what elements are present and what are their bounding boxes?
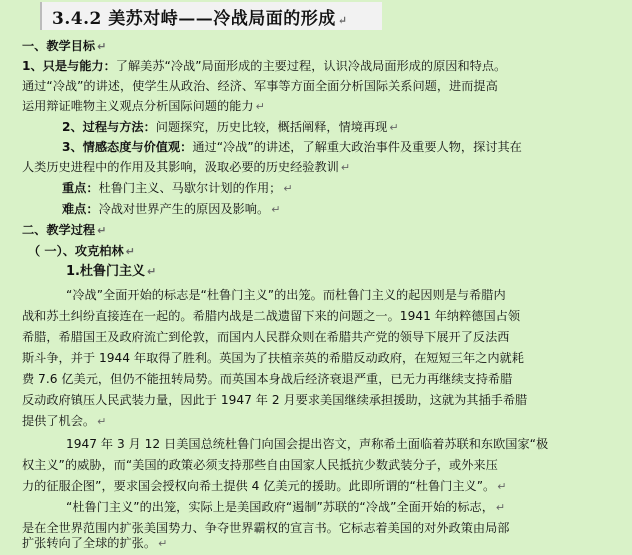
paragraph-mark-icon: ↵: [283, 182, 293, 195]
line-text: 是在全世界范围内扩张美国势力、争夺世界霸权的宣言书。它标志着美国的对外政策由局部: [22, 521, 510, 535]
heading-text: 二、教学过程: [22, 223, 96, 237]
objective-label: 3、情感态度与价值观：: [62, 140, 193, 154]
paragraph-mark-icon: ↵: [158, 537, 168, 550]
paragraph-line: [22, 369, 512, 390]
section-heading-objectives: [22, 36, 106, 58]
line-text: 力的征服企图”，要求国会授权向希土提供 4 亿美元的援助。此即所谓的“杜鲁门主义”。: [22, 479, 496, 493]
paragraph-mark-icon: ↵: [271, 203, 281, 216]
paragraph-line: [22, 306, 520, 327]
line-text: 希腊，希腊国王及政府流亡到伦敦，而国内人民群众则在希腊共产党的领导下展开了反法西: [22, 330, 510, 344]
line-text: 反动政府镇压人民武装力量，因此于 1947 年 2 月要求美国继续承担援助，这就为其插手希腊: [22, 393, 528, 407]
paragraph-mark-icon: ↵: [125, 245, 135, 258]
paragraph-mark-icon: ↵: [146, 265, 157, 278]
paragraph-mark-icon: ↵: [255, 100, 265, 113]
key-point: [62, 178, 293, 200]
line-text: “杜鲁门主义”的出笼，实际上是美国政府“遏制”苏联的“冷战”全面开始的标志，: [66, 500, 494, 514]
subsection-heading: [28, 241, 135, 263]
paragraph-mark-icon: ↵: [389, 121, 399, 134]
paragraph-line: [22, 348, 524, 369]
line-text: 战和苏土纠纷直接连在一起的。希腊内战是二战遗留下来的问题之一。1941 年纳粹德国占领: [22, 309, 521, 323]
line-text: 提供了机会。: [22, 414, 96, 428]
objective-process: [62, 117, 399, 139]
paragraph-line: [22, 411, 106, 433]
paragraph-mark-icon: ↵: [97, 415, 107, 428]
document-title: [52, 4, 347, 29]
line-text: 运用辩证唯物主义观点分析国际问题的能力: [22, 99, 254, 113]
text-line: [22, 157, 350, 179]
objective-text: 通过“冷战”的讲述，了解重大政治事件及重要人物，探讨其在: [192, 140, 522, 154]
paragraph-mark-icon: ↵: [97, 40, 107, 53]
difficulty-point: [62, 199, 280, 221]
line-text: 斯斗争，并于 1944 年取得了胜利。英国为了扶植亲英的希腊反动政府，在短短三年之内就耗: [22, 351, 524, 365]
objective-text: 问题探究，历史比较，概括阐释，情境再现: [155, 120, 388, 134]
objective-label: 2、过程与方法：: [62, 120, 156, 134]
text-line: [22, 76, 498, 97]
item-heading-text: 1.杜鲁门主义: [66, 264, 145, 279]
section-heading-process: [22, 220, 106, 242]
item-heading-truman: [66, 262, 156, 283]
paragraph-mark-icon: ↵: [97, 224, 107, 237]
paragraph-line: [22, 455, 498, 476]
heading-text: 一、教学目标: [22, 39, 96, 53]
paragraph-line: [66, 434, 548, 455]
objective-knowledge: [22, 56, 506, 77]
subheading-text: （ 一）、攻克柏林: [28, 244, 124, 258]
paragraph-line: [22, 533, 167, 555]
objective-emotion: [62, 137, 522, 158]
objective-label: 1、只是与能力：: [22, 59, 116, 73]
line-text: 扩张转向了全球的扩张。: [22, 536, 157, 550]
line-text: 人类历史进程中的作用及其影响，汲取必要的历史经验教训: [22, 160, 339, 174]
line-text: 1947 年 3 月 12 日美国总统杜鲁门向国会提出咨文，声称希土面临着苏联和东欧国家“极: [66, 437, 549, 451]
paragraph-line: [66, 497, 505, 519]
line-text: 通过“冷战”的讲述，使学生从政治、经济、军事等方面全面分析国际关系问题，进而提高: [22, 79, 498, 93]
paragraph-mark-icon: ↵: [337, 14, 348, 27]
text-line: [22, 96, 265, 118]
paragraph-line: [22, 327, 510, 348]
difficulty-text: 冷战对世界产生的原因及影响。: [98, 202, 270, 216]
paragraph-line: [22, 476, 506, 498]
objective-text: 了解美苏“冷战”局面形成的主要过程，认识冷战局面形成的原因和特点。: [115, 59, 507, 73]
paragraph-mark-icon: ↵: [495, 501, 506, 514]
paragraph-mark-icon: ↵: [340, 161, 351, 174]
key-label: 重点：: [62, 181, 99, 195]
paragraph-line: [22, 390, 527, 411]
line-text: 权主义”的威胁，而“美国的政策必须支持那些自由国家人民抵抗少数武装分子，或外来压: [22, 458, 498, 472]
paragraph-mark-icon: ↵: [497, 480, 507, 493]
paragraph-line: [66, 285, 506, 306]
title-text: 3.4.2 美苏对峙——冷战局面的形成: [52, 9, 336, 29]
difficulty-label: 难点：: [62, 202, 99, 216]
line-text: “冷战”全面开始的标志是“杜鲁门主义”的出笼。而杜鲁门主义的起因则是与希腊内: [66, 288, 506, 302]
line-text: 费 7.6 亿美元，但仍不能扭转局势。而英国本身战后经济衰退严重，已无力再继续支持希腊: [22, 372, 513, 386]
key-text: 杜鲁门主义、马歇尔计划的作用；: [98, 181, 282, 195]
